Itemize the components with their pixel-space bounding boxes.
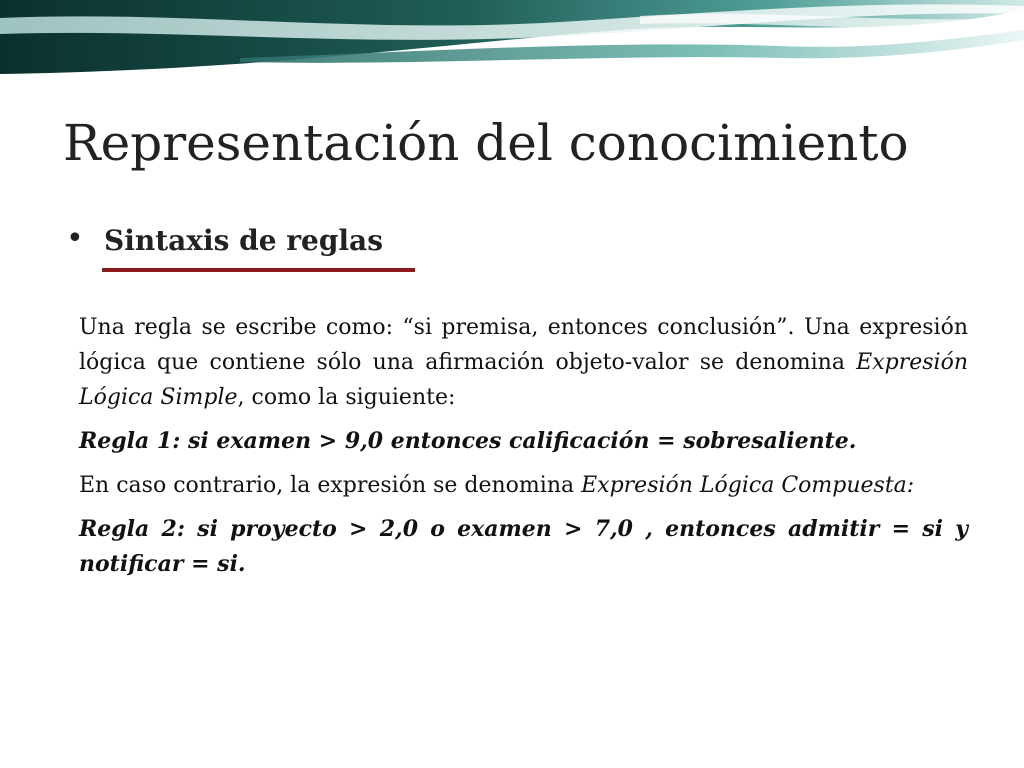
slide-body [79,310,968,591]
wave-banner-decoration [0,0,1024,80]
rule-example-2: Regla 2: si proyecto > 2,0 o examen > 7,0 , entonces admitir = si y notificar = si. [79,516,968,577]
bullet-heading: Sintaxis de reglas [104,224,383,257]
term-simple-expression: Expresión Lógica Simple [79,350,968,410]
paragraph-text: Una regla se escribe como: “si premisa, entonces conclusión”. Una expresión lógica que contiene sólo una afirmación objeto-valor se denomina [79,315,968,375]
paragraph-definition [79,310,968,415]
slide-title: Representación del conocimiento [63,114,909,172]
rule-example-1: Regla 1: si examen > 9,0 entonces calificación = sobresaliente. [79,428,857,454]
bullet-point-icon: • [66,221,84,256]
heading-underline [102,268,415,272]
term-compound-expression: Expresión Lógica Compuesta: [581,473,915,498]
paragraph-text: En caso contrario, la expresión se denomina [79,473,582,498]
paragraph-text-end: , como la siguiente: [237,385,456,410]
paragraph-compound [79,468,968,503]
bullet-item [66,218,383,264]
